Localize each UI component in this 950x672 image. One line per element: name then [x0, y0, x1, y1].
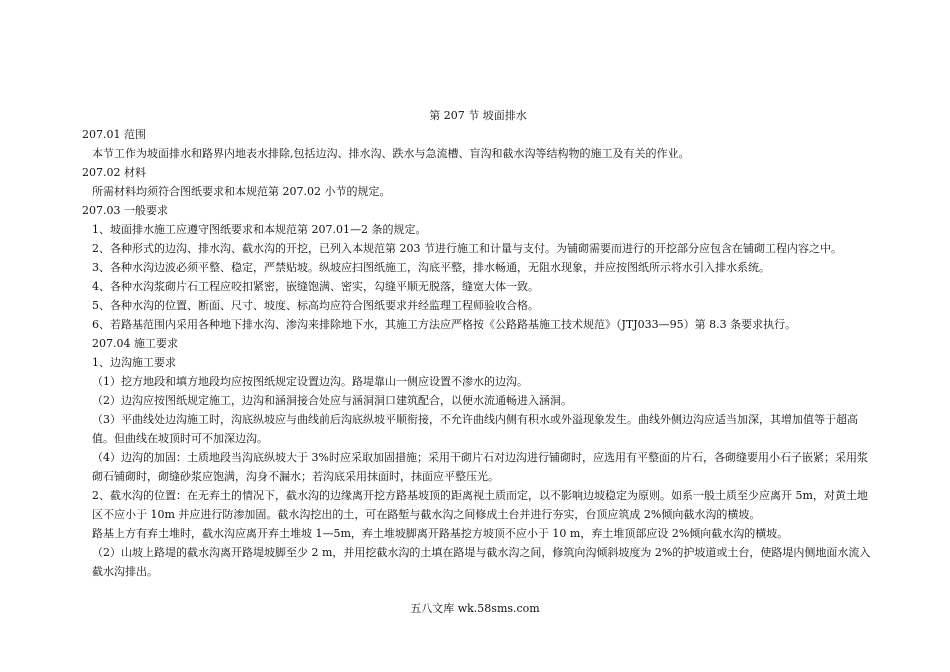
paragraph: 2、各种形式的边沟、排水沟、截水沟的开挖，已列入本规范第 203 节进行施工和计量与支付。为铺砌需要而进行的开挖部分应包含在铺砌工程内容之中。 [92, 242, 842, 255]
paragraph: （3）平曲线处边沟施工时，沟底纵坡应与曲线前后沟底纵坡平顺衔接，不允许曲线内侧有积水或外溢现象发生。曲线外侧边沟应适当加深，其增加值等于超高值。但曲线在坡顶时可不加深边沟。 [92, 413, 858, 445]
paragraph: 3、各种水沟边波必须平整、稳定，严禁贴坡。纵坡应扫图纸施工，沟底平整，排水畅通，无阻水现象，并应按图纸所示将水引入排水系统。 [92, 261, 770, 274]
paragraph: 2、截水沟的位置：在无弃土的情况下，截水沟的边缘离开挖方路基坡顶的距离视土质而定，以不影响边坡稳定为原则。如系一般土质至少应离开 5m，对黄土地区不应小于 10m 并应进行防渗加固。截水沟挖出的土，可在路堑与截水沟之间修成土台并进行夯实，台顶应筑成 2%倾向截水沟的横坡。 [92, 489, 868, 521]
subheading: 1、边沟施工要求 [92, 356, 176, 369]
paragraph: 5、各种水沟的位置、断面、尺寸、坡度、标高均应符合图纸要求并经监理工程师验收合格。 [92, 299, 539, 312]
heading-207-04: 207.04 施工要求 [92, 337, 178, 350]
paragraph: 4、各种水沟浆砌片石工程应咬扣紧密，嵌缝饱满、密实，勾缝平顺无脱落，缝宽大体一致。 [92, 280, 539, 293]
section-title: 第 207 节 坡面排水 [429, 109, 527, 122]
paragraph: 本节工作为坡面排水和路界内地表水排除,包括边沟、排水沟、跌水与急流槽、盲沟和截水沟等结构物的施工及有关的作业。 [92, 147, 690, 160]
paragraph: 1、坡面排水施工应遵守图纸要求和本规范第 207.01—2 条的规定。 [92, 223, 427, 236]
paragraph: （1）挖方地段和填方地段均应按图纸规定设置边沟。路堤靠山一侧应设置不渗水的边沟。 [92, 375, 528, 388]
heading-207-01: 207.01 范围 [82, 128, 146, 141]
heading-207-02: 207.02 材料 [82, 166, 146, 179]
paragraph: 路基上方有弃土堆时，截水沟应离开弃土堆坡 1—5m，弃土堆坡脚离开路基挖方坡顶不应小于 10 m，弃土堆顶部应设 2%倾向截水沟的横坡。 [92, 527, 789, 540]
paragraph: （2）边沟应按图纸规定施工，边沟和涵洞接合处应与涵洞洞口建筑配合，以便水流通畅进入涵洞。 [92, 394, 572, 407]
heading-207-03: 207.03 一般要求 [82, 204, 168, 217]
paragraph: 所需材料均须符合图纸要求和本规范第 207.02 小节的规定。 [92, 185, 391, 198]
paragraph: 6、若路基范围内采用各种地下排水沟、渗沟来排除地下水，其施工方法应严格按《公路路基施工技术规范》（JTJ033—95）第 8.3 条要求执行。 [92, 318, 797, 331]
footer-watermark: 五八文库 wk.58sms.com [410, 602, 540, 615]
paragraph: （4）边沟的加固：土质地段当沟底纵坡大于 3%时应采取加固措施；采用干砌片石对边沟进行铺砌时，应选用有平整面的片石，各砌缝要用小石子嵌紧；采用浆砌石铺砌时，砌缝砂浆应饱满，沟身不漏水；若沟底采用抹面时，抹面应平整压光。 [92, 451, 868, 483]
paragraph: （2）山坡上路堤的截水沟离开路堤坡脚至少 2 m，并用挖截水沟的土填在路堤与截水沟之间，修筑向沟倾斜坡度为 2%的护坡道或土台，使路堤内侧地面水流入截水沟排出。 [92, 546, 871, 578]
document-body [82, 106, 874, 581]
